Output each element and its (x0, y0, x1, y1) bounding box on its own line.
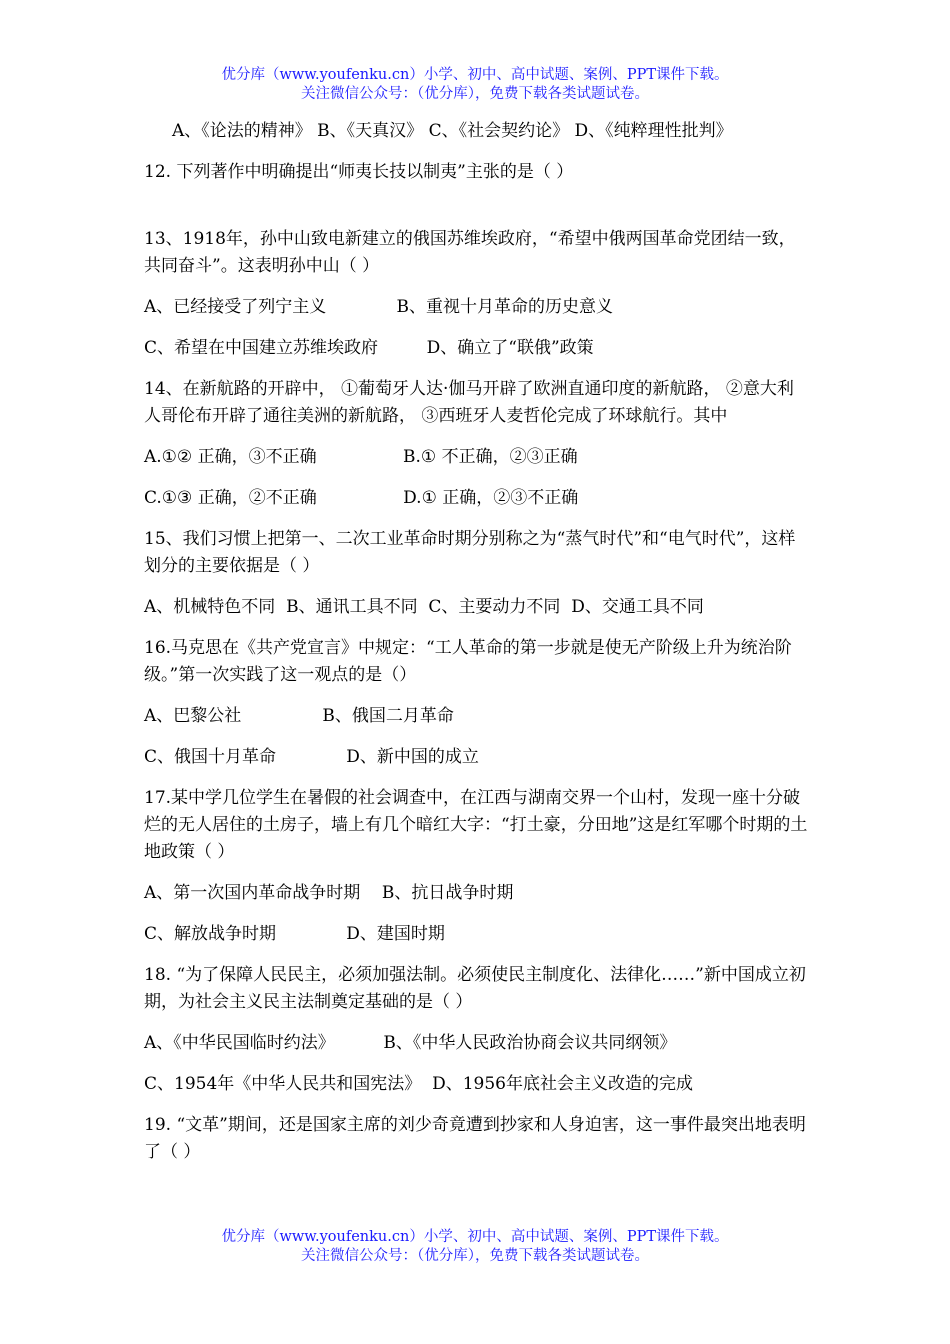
q15-options-row-1: A、机械特色不同 B、通讯工具不同 C、主要动力不同 D、交通工具不同 (144, 597, 704, 617)
q19-stem: 19. “文革”期间，还是国家主席的刘少奇竟遭到抄家和人身迫害，这一事件最突出地表明了（ ） (144, 1115, 806, 1162)
q16-stem: 16.马克思在《共产党宣言》中规定：“工人革命的第一步就是使无产阶级上升为统治阶级。”第一次实践了这一观点的是（） (144, 638, 792, 685)
q12-stem: 12. 下列著作中明确提出“师夷长技以制夷”主张的是（ ） (144, 162, 574, 182)
q17-stem: 17.某中学几位学生在暑假的社会调查中，在江西与湖南交界一个山村，发现一座十分破烂的无人居住的土房子，墙上有几个暗红大字：“打土豪，分田地”这是红军哪个时期的土地政策（ ） (144, 788, 808, 862)
q14-options-row-1: A.①② 正确，③不正确 B.① 不正确，②③正确 (144, 447, 578, 467)
q18-options-row-2: C、1954年《中华人民共和国宪法》 D、1956年底社会主义改造的完成 (144, 1074, 693, 1094)
q18-stem: 18. “为了保障人民民主，必须加强法制。必须使民主制度化、法律化……”新中国成立初期，为社会主义民主法制奠定基础的是（ ） (144, 965, 806, 1012)
page-header (0, 66, 950, 104)
q13-options-row-1: A、已经接受了列宁主义 B、重视十月革命的历史意义 (144, 297, 614, 317)
q17-options-row-2: C、解放战争时期 D、建国时期 (144, 924, 445, 944)
q13-stem: 13、1918年，孙中山致电新建立的俄国苏维埃政府，“希望中俄两国革命党团结一致，共同奋斗”。这表明孙中山（ ） (144, 229, 796, 276)
footer-line-2: 关注微信公众号：（优分库），免费下载各类试题试卷。 (301, 1248, 649, 1264)
q14-stem: 14、在新航路的开辟中， ①葡萄牙人达·伽马开辟了欧洲直通印度的新航路， ②意大利人哥伦布开辟了通往美洲的新航路， ③西班牙人麦哲伦完成了环球航行。其中 (144, 379, 794, 426)
q16-options-row-1: A、巴黎公社 B、俄国二月革命 (144, 706, 454, 726)
header-line-1: 优分库（www.youfenku.cn）小学、初中、高中试题、案例、PPT课件下载。 (221, 67, 729, 83)
q17-options-row-1: A、第一次国内革命战争时期 B、抗日战争时期 (144, 883, 514, 903)
q14-options-row-2: C.①③ 正确，②不正确 D.① 正确，②③不正确 (144, 488, 579, 508)
q15-stem: 15、我们习惯上把第一、二次工业革命时期分别称之为“蒸气时代”和“电气时代”，这样划分的主要依据是（ ） (144, 529, 796, 576)
q16-options-row-2: C、俄国十月革命 D、新中国的成立 (144, 747, 479, 767)
exam-content (144, 118, 808, 1180)
page-footer (0, 1228, 950, 1266)
q11-options: A、《论法的精神》 B、《天真汉》 C、《社会契约论》 D、《纯粹理性批判》 (172, 121, 733, 141)
q18-options-row-1: A、《中华民国临时约法》 B、《中华人民政治协商会议共同纲领》 (144, 1033, 677, 1053)
footer-line-1: 优分库（www.youfenku.cn）小学、初中、高中试题、案例、PPT课件下载。 (221, 1229, 729, 1245)
header-line-2: 关注微信公众号：（优分库），免费下载各类试题试卷。 (301, 86, 649, 102)
q13-options-row-2: C、希望在中国建立苏维埃政府 D、确立了“联俄”政策 (144, 338, 594, 358)
answer-gap (144, 200, 808, 226)
